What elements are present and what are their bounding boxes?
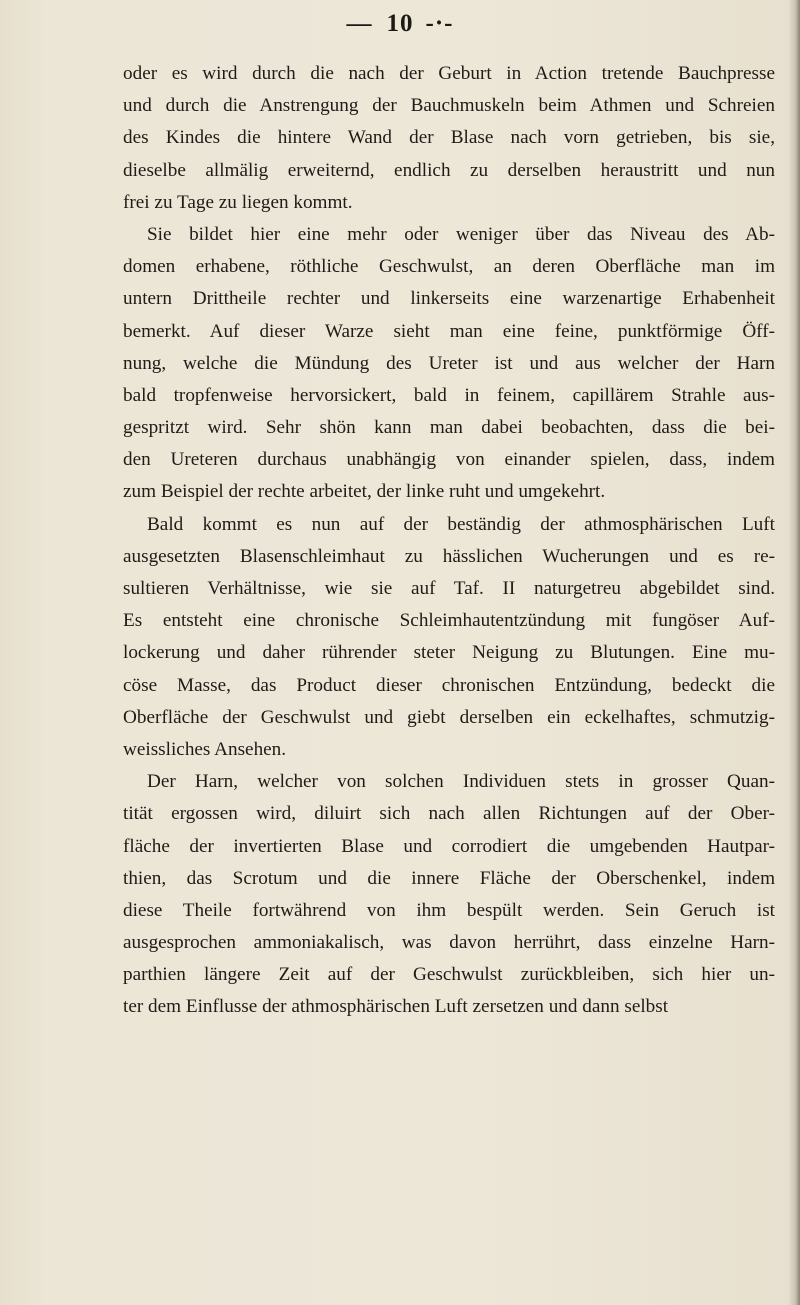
text-line: tität ergossen wird, diluirt sich nach allen Richtungen auf der Ober- <box>123 803 775 825</box>
text-line: und durch die Anstrengung der Bauchmuskeln beim Athmen und Schreien <box>123 95 775 117</box>
text-line: den Ureteren durchaus unabhängig von einander spielen, dass, indem <box>123 449 775 471</box>
text-line: fläche der invertierten Blase und corrodiert die umgebenden Hautpar- <box>123 835 775 857</box>
text-line: untern Drittheile rechter und linkerseits eine warzenartige Erhabenheit <box>123 288 775 310</box>
text-line: oder es wird durch die nach der Geburt in Action tretende Bauchpresse <box>123 63 775 84</box>
text-line: Der Harn, welcher von solchen Individuen stets in grosser Quan- <box>147 771 775 793</box>
text-line: ausgesetzten Blasenschleimhaut zu hässlichen Wucherungen und es re- <box>123 545 775 567</box>
text-line: sultieren Verhältnisse, wie sie auf Taf. II naturgetreu abgebildet sind. <box>123 578 775 599</box>
text-line: Bald kommt es nun auf der beständig der athmosphärischen Luft <box>147 513 775 535</box>
text-line: Oberfläche der Geschwulst und giebt derselben ein eckelhaftes, schmutzig- <box>123 706 775 728</box>
text-line: bemerkt. Auf dieser Warze sieht man eine feine, punktförmige Öff- <box>123 320 775 342</box>
text-line: parthien längere Zeit auf der Geschwulst zurückbleiben, sich hier un- <box>123 964 775 986</box>
page-number: 10 <box>386 10 414 37</box>
text-line: ter dem Einflusse der athmosphärischen Luft zersetzen und dann selbst <box>123 996 669 1018</box>
page-edge-shadow <box>788 0 800 1305</box>
text-line: gespritzt wird. Sehr shön kann man dabei beobachten, dass die bei- <box>123 417 775 439</box>
text-line: nung, welche die Mündung des Ureter ist und aus welcher der Harn <box>123 352 775 374</box>
text-line: zum Beispiel der rechte arbeitet, der linke ruht und umgekehrt. <box>123 481 606 503</box>
text-line: bald tropfenweise hervorsickert, bald in feinem, capillärem Strahle aus- <box>123 384 775 406</box>
body-text <box>123 58 775 1024</box>
text-line: thien, das Scrotum und die innere Fläche der Oberschenkel, indem <box>123 867 775 889</box>
text-line: lockerung und daher rührender steter Neigung zu Blutungen. Eine mu- <box>123 642 775 664</box>
text-line: frei zu Tage zu liegen kommt. <box>123 191 353 213</box>
text-line: cöse Masse, das Product dieser chronischen Entzündung, bedeckt die <box>123 674 775 696</box>
text-line: ausgesprochen ammoniakalisch, was davon herrührt, dass einzelne Harn- <box>123 932 775 954</box>
page-header <box>0 10 800 44</box>
text-line: des Kindes die hintere Wand der Blase nach vorn getrieben, bis sie, <box>123 127 775 149</box>
header-dash-left: — <box>346 10 373 37</box>
header-dash-right: -·- <box>425 10 454 37</box>
text-line: weissliches Ansehen. <box>123 738 287 760</box>
text-line: diese Theile fortwährend von ihm bespült werden. Sein Geruch ist <box>123 899 775 921</box>
text-line: Es entsteht eine chronische Schleimhautentzündung mit fungöser Auf- <box>123 610 775 632</box>
text-line: dieselbe allmälig erweiternd, endlich zu derselben heraustritt und nun <box>123 159 775 181</box>
text-line: Sie bildet hier eine mehr oder weniger über das Niveau des Ab- <box>147 223 775 245</box>
text-line: domen erhabene, röthliche Geschwulst, an deren Oberfläche man im <box>123 256 775 278</box>
